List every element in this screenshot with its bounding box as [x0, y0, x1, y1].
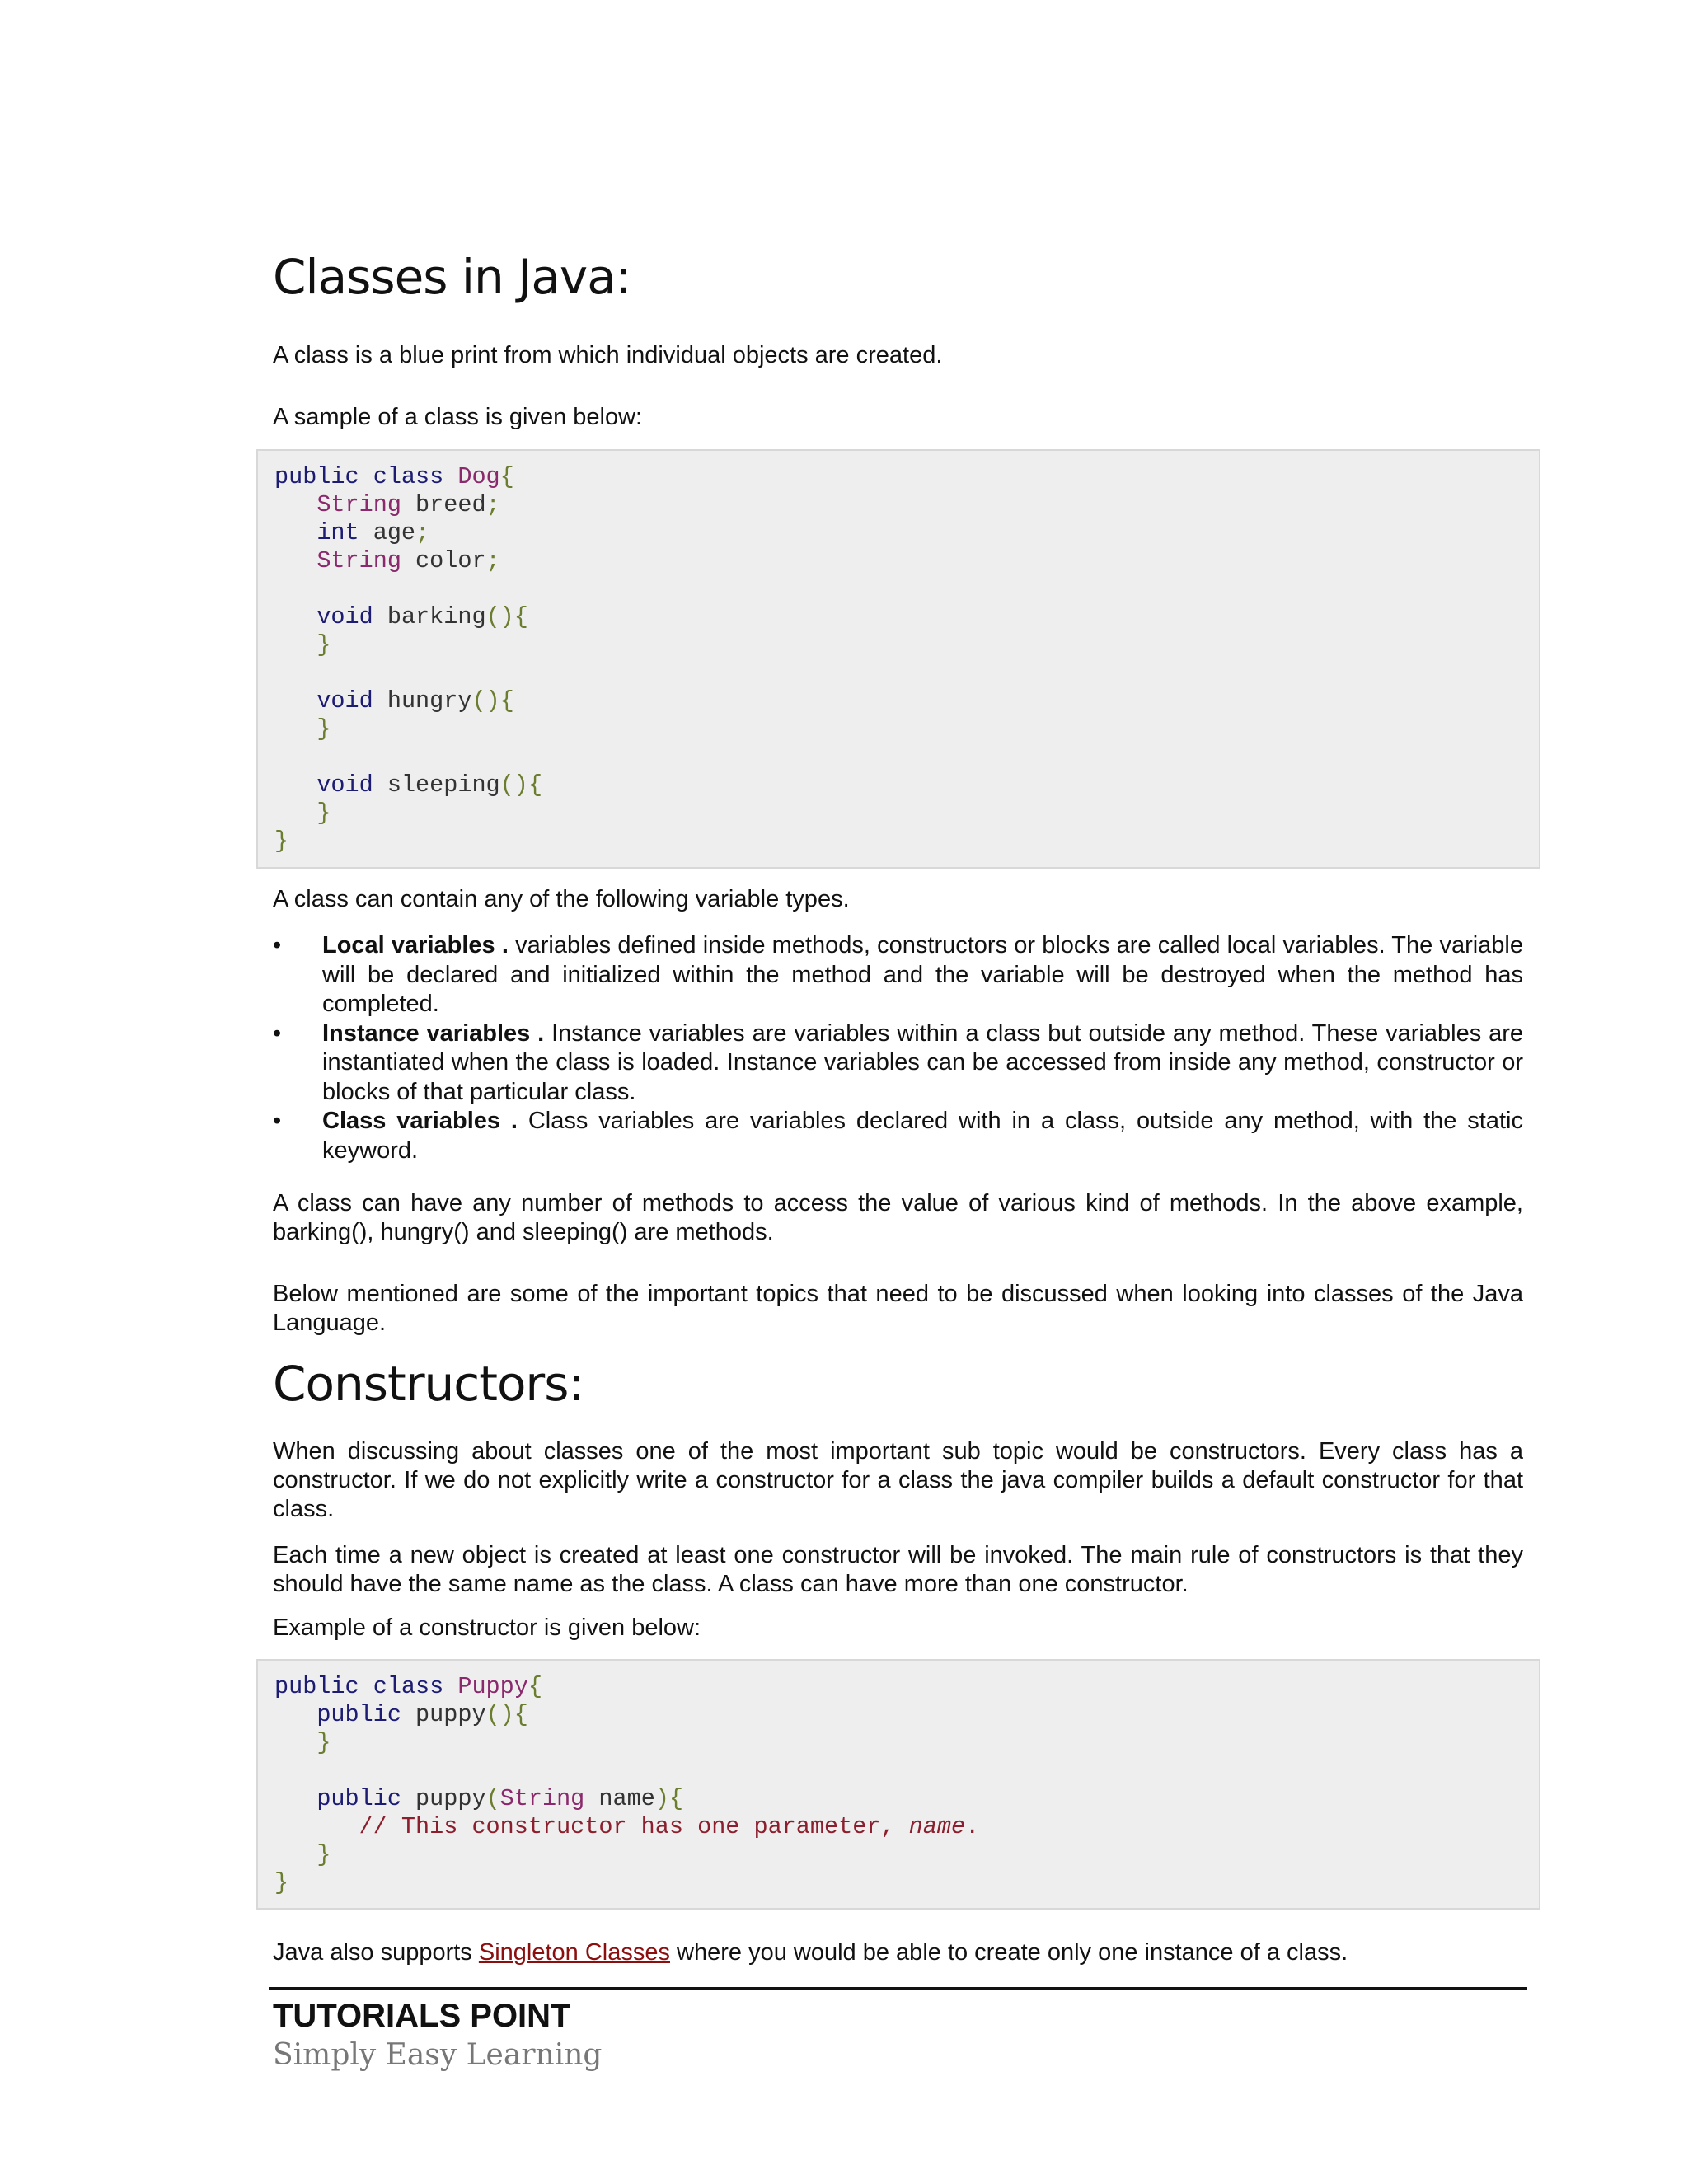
code-line: void barking(){	[316, 603, 528, 630]
variable-type-desc: Class variables are variables declared with in a class, outside any method, with the static keyword.	[322, 1108, 1523, 1164]
code-line: // This constructor has one parameter, name.	[359, 1813, 980, 1840]
code-line: public puppy(String name){	[316, 1785, 684, 1812]
singleton-text-before: Java also supports	[273, 1939, 479, 1966]
bullet-icon: •	[273, 1019, 282, 1047]
variable-type-term: Instance variables .	[322, 1019, 545, 1047]
code-line: }	[316, 799, 331, 827]
constructors-para2: Each time a new object is created at least one constructor will be invoked. The main rule of constructors is that they should have the same name as the class. A class can have more than one constructor.	[273, 1542, 1523, 1597]
bullet-icon: •	[273, 1108, 282, 1134]
puppy-code-block	[256, 1659, 1540, 1910]
variable-type-term: Local variables .	[322, 932, 509, 958]
classes-intro: A class is a blue print from which individual objects are created.	[273, 342, 943, 368]
singleton-text	[273, 1938, 1348, 1967]
variable-type-term: Class variables .	[322, 1108, 518, 1134]
variable-type-desc: Instance variables are variables within a class but outside any method. These variables are instantiated when the class is loaded. Instance variables can be accessed from inside any method, constructor or blocks of that particular class.	[322, 1019, 1523, 1105]
variables-intro: A class can contain any of the following variable types.	[273, 886, 850, 912]
dog-code-block	[256, 449, 1540, 869]
singleton-classes-link[interactable]: Singleton Classes	[478, 1939, 670, 1966]
singleton-text-after: where you would be able to create only one instance of a class.	[670, 1939, 1348, 1966]
footer-brand: TUTORIALS POINT	[273, 1998, 571, 2034]
topics-text: Below mentioned are some of the important topics that need to be discussed when looking into classes of the Java Language.	[273, 1281, 1523, 1336]
classes-heading: Classes in Java:	[273, 249, 631, 305]
code-line: }	[316, 1841, 331, 1868]
code-line: }	[316, 715, 331, 743]
methods-text: A class can have any number of methods to access the value of various kind of methods. In the above example, barking(), hungry() and sleeping() are methods.	[273, 1190, 1523, 1245]
code-line: void hungry(){	[316, 687, 514, 715]
footer-tagline: Simply Easy Learning	[273, 2038, 603, 2072]
code-line: }	[274, 827, 289, 855]
variable-type-desc: variables defined inside methods, constructors or blocks are called local variables. The variable will be declared and initialized within the method and the variable will be destroyed when the method has completed.	[322, 932, 1524, 1017]
variable-types-list	[273, 931, 1523, 1165]
code-line: public class Puppy{	[274, 1673, 542, 1700]
bullet-icon: •	[273, 932, 282, 958]
variable-type-item	[273, 931, 1523, 1019]
puppy-code	[258, 1661, 1539, 1897]
constructors-para1: When discussing about classes one of the most important sub topic would be constructors. Every class has a constructor. If we do not explicitly write a constructor for a class the java compiler builds a default constructor for that class.	[273, 1438, 1523, 1522]
code-line: }	[316, 1729, 331, 1756]
code-line: void sleeping(){	[316, 771, 542, 799]
code-line: String breed;	[316, 491, 500, 518]
footer-rule	[269, 1987, 1527, 1990]
code-line: }	[316, 631, 331, 658]
code-line: int age;	[316, 519, 430, 546]
example-intro: Example of a constructor is given below:	[273, 1615, 701, 1641]
code-line: }	[274, 1869, 289, 1896]
code-line: String color;	[316, 547, 500, 574]
code-line: public class Dog{	[274, 463, 514, 490]
variable-type-item	[273, 1107, 1523, 1165]
dog-code	[258, 451, 1539, 855]
sample-intro: A sample of a class is given below:	[273, 404, 643, 430]
code-line: public puppy(){	[316, 1701, 528, 1728]
variable-type-item	[273, 1019, 1523, 1108]
constructors-heading: Constructors:	[273, 1356, 584, 1412]
